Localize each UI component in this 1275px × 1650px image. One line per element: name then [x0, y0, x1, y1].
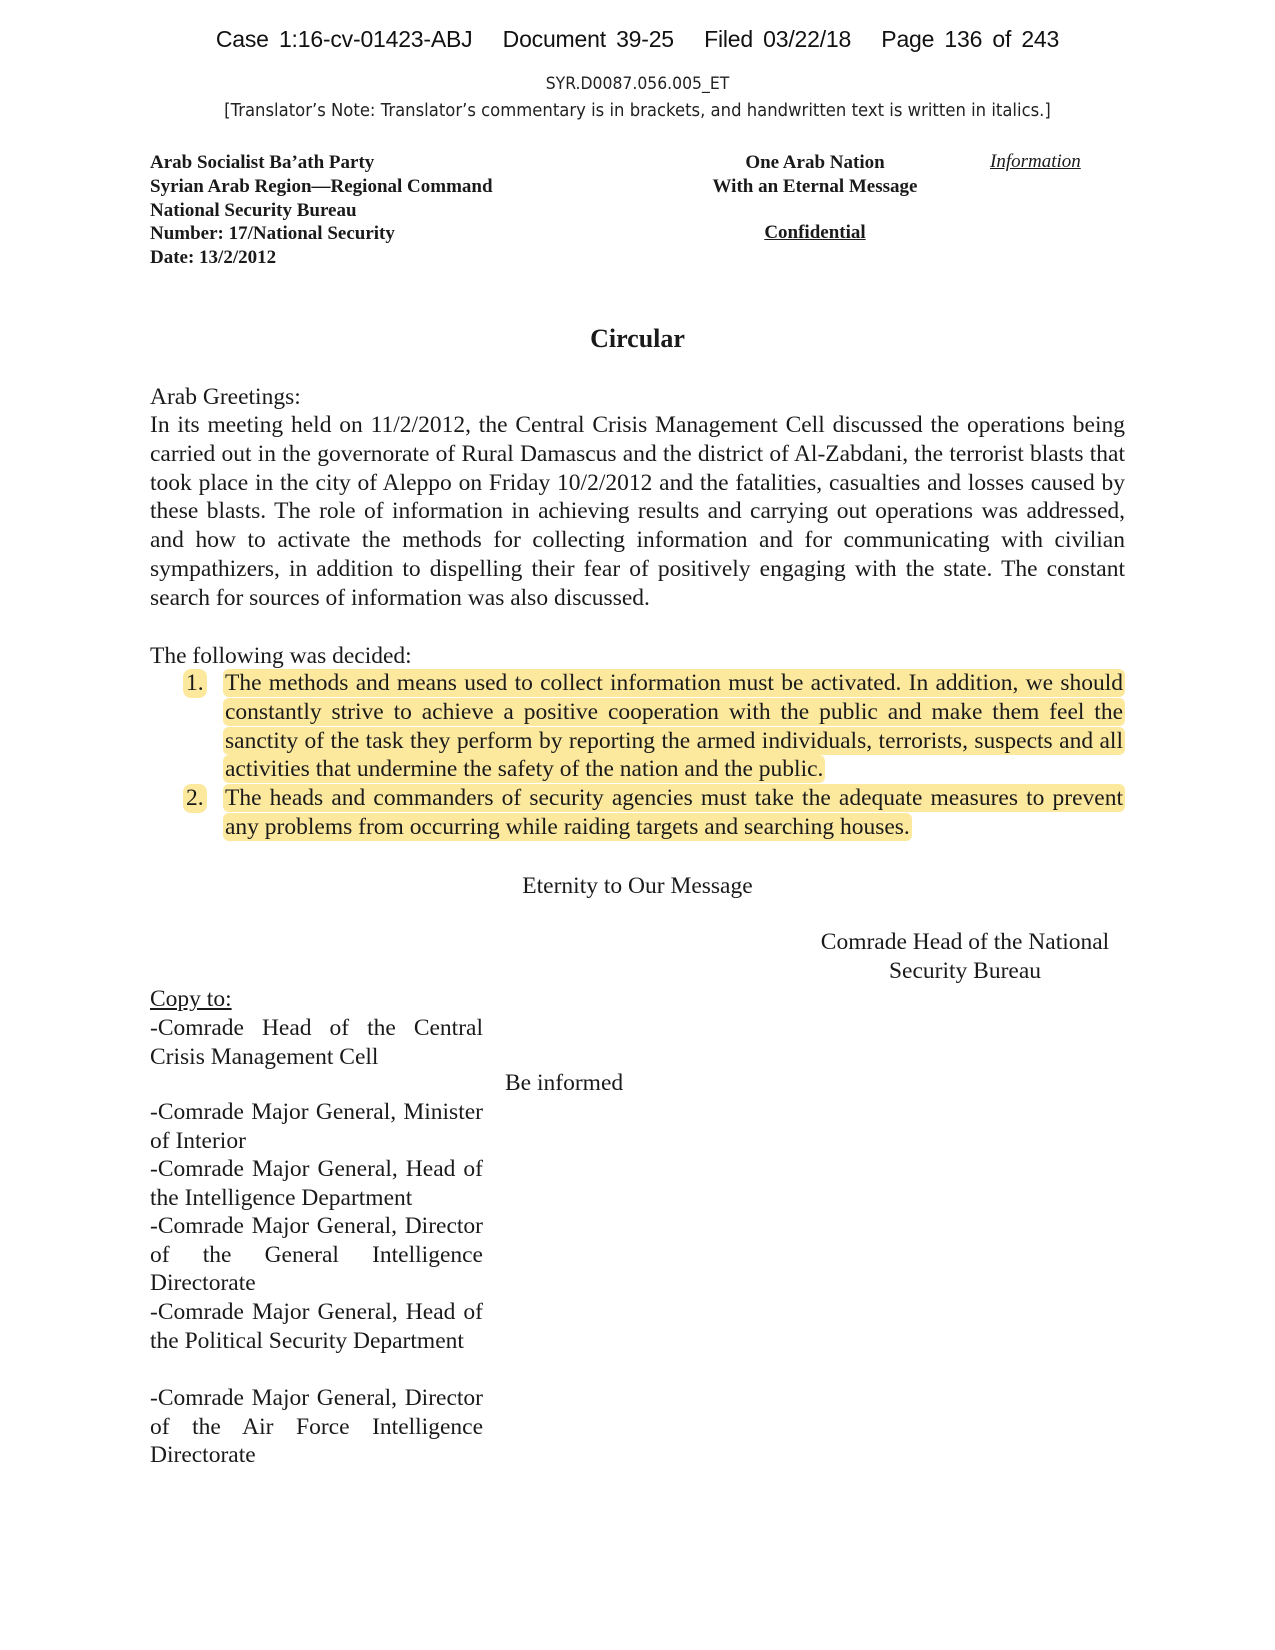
decision-number: 2.: [183, 784, 207, 813]
body-paragraph: In its meeting held on 11/2/2012, the Central Crisis Management Cell discussed the operations being carried out in the governorate of Rural Damascus and the district of Al-Zabdani, the terrorist blasts that took place in the city of Aleppo on Friday 10/2/2012 and the fatalities, casualties and losses caused by these blasts. The role of information in achieving results and carrying out operations was addressed, and how to activate the methods for collecting information and for communicating with civilian sympathizers, in addition to dispelling their fear of positively engaging with the state. The constant search for sources of information was also discussed.: [150, 412, 1125, 611]
decision-item: [150, 784, 1125, 842]
letterhead: [150, 151, 493, 270]
document-title: Circular: [590, 324, 685, 353]
document-date: Date: 13/2/2012: [150, 247, 277, 269]
motto: [690, 151, 940, 199]
translator-note: [Translator’s Note: Translator’s commentary is in brackets, and handwritten text is written in italics.]: [224, 101, 1051, 121]
bates-number: SYR.D0087.056.005_ET: [545, 74, 730, 94]
signature-block: [800, 928, 1130, 986]
copy-recipient: -Comrade Major General, Head of the Intelligence Department: [150, 1156, 483, 1211]
case-header: [0, 26, 1275, 53]
decision-text: The heads and commanders of security agencies must take the adequate measures to prevent any problems from occurring while raiding targets and searching houses.: [225, 785, 1123, 840]
be-informed-note: Be informed: [505, 1070, 624, 1096]
signature-line: Comrade Head of the National: [820, 929, 1110, 955]
decision-number: 1.: [183, 669, 207, 698]
case-number: Case 1:16-cv-01423-ABJ: [215, 26, 473, 52]
copy-recipient: -Comrade Head of the Central Crisis Management Cell: [150, 1015, 483, 1070]
classification-label: Confidential: [764, 222, 866, 243]
copy-recipient: -Comrade Major General, Minister of Interior: [150, 1099, 483, 1154]
copy-recipient: -Comrade Major General, Director of the General Intelligence Directorate: [150, 1213, 483, 1297]
motto-line: One Arab Nation: [745, 152, 885, 173]
decisions-list: [150, 669, 1125, 842]
decision-text: The methods and means used to collect information must be activated. In addition, we should constantly strive to achieve a positive cooperation with the public and make them feel the sanctity of the task they perform by reporting the armed individuals, terrorists, suspects and all activities that undermine the safety of the nation and the public.: [225, 670, 1123, 783]
copy-recipient: -Comrade Major General, Director of the Air Force Intelligence Directorate: [150, 1385, 483, 1469]
handwritten-note: Information: [990, 151, 1081, 172]
bureau-name: National Security Bureau: [150, 199, 357, 221]
copy-to-label: Copy to:: [150, 986, 232, 1012]
reference-number: Number: 17/National Security: [150, 223, 395, 245]
region-command: Syrian Arab Region—Regional Command: [150, 175, 493, 197]
document-number: Document 39-25: [502, 26, 674, 52]
filed-date: Filed 03/22/18: [704, 26, 852, 52]
decision-item: [150, 669, 1125, 784]
page-number: Page 136 of 243: [881, 26, 1060, 52]
party-name: Arab Socialist Ba’ath Party: [150, 152, 375, 173]
motto-line: With an Eternal Message: [712, 175, 918, 197]
signature-line: Security Bureau: [888, 958, 1042, 984]
closing-line: Eternity to Our Message: [522, 873, 753, 899]
decided-intro: The following was decided:: [150, 643, 412, 669]
greeting: Arab Greetings:: [150, 384, 301, 410]
copy-recipient: -Comrade Major General, Head of the Political Security Department: [150, 1299, 483, 1354]
